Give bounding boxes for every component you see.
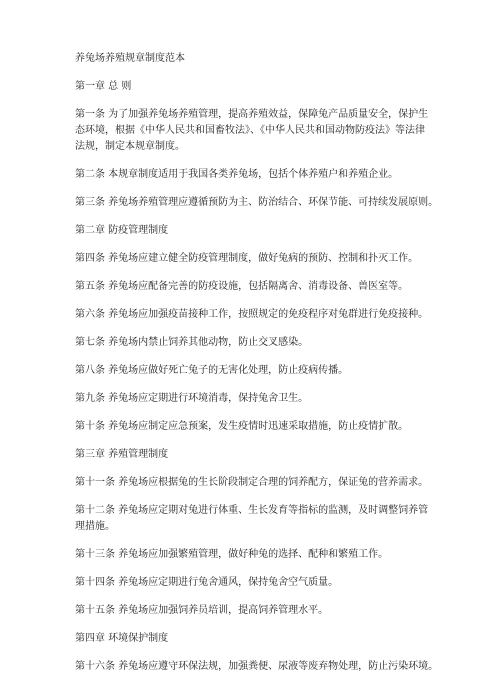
paragraph-line: 第十五条 养兔场应加强饲养员培训，提高饲养管理水平。 [75, 605, 329, 616]
paragraph-line: 第八条 养兔场应做好死亡兔子的无害化处理，防止疫病传播。 [75, 365, 349, 376]
article-paragraph [75, 475, 440, 491]
paragraph-line: 第四章 环境保护制度 [75, 633, 169, 644]
chapter-heading [75, 223, 440, 239]
paragraph-line: 第九条 养兔场应定期进行环境消毒，保持兔舍卫生。 [75, 393, 309, 404]
article-paragraph [75, 419, 440, 435]
article-paragraph [75, 335, 440, 351]
document-title: 养兔场养殖规章制度范本 [75, 53, 185, 64]
chapter-heading [75, 447, 440, 463]
paragraph-line: 第十条 养兔场应制定应急预案，发生疫情时迅速采取措施，防止疫情扩散。 [75, 421, 409, 432]
paragraph-line: 理措施。 [75, 521, 115, 532]
document-body [75, 51, 440, 675]
article-paragraph [75, 603, 440, 619]
article-paragraph [75, 251, 440, 267]
paragraph-line: 第五条 养兔场应配备完善的防疫设施，包括隔离舍、消毒设备、兽医室等。 [75, 281, 409, 292]
chapter-heading [75, 631, 440, 647]
article-paragraph [75, 307, 440, 323]
paragraph-line: 法规，制定本规章制度。 [75, 141, 185, 152]
article-paragraph [75, 659, 440, 675]
paragraph-line: 第十二条 养兔场应定期对兔进行体重、生长发育等指标的监测，及时调整饲养管 [75, 505, 429, 516]
paragraph-line: 第十三条 养兔场应加强繁殖管理，做好种兔的选择、配种和繁殖工作。 [75, 549, 389, 560]
article-paragraph [75, 167, 440, 183]
paragraph-line: 第三条 养兔场养殖管理应遵循预防为主、防治结合、环保节能、可持续发展原则。 [75, 197, 439, 208]
paragraph-line: 第十一条 养兔场应根据兔的生长阶段制定合理的饲养配方，保证兔的营养需求。 [75, 477, 429, 488]
article-paragraph [75, 503, 440, 535]
article-paragraph [75, 363, 440, 379]
paragraph-line: 第七条 养兔场内禁止饲养其他动物，防止交叉感染。 [75, 337, 309, 348]
article-paragraph [75, 547, 440, 563]
paragraph-line: 第三章 养殖管理制度 [75, 449, 169, 460]
article-paragraph [75, 279, 440, 295]
paragraph-line: 第二章 防疫管理制度 [75, 225, 169, 236]
article-paragraph [75, 195, 440, 211]
paragraph-line: 态环境，根据《中华人民共和国畜牧法》、《中华人民共和国动物防疫法》等法律 [75, 125, 425, 136]
paragraph-line: 第一章 总 则 [75, 81, 132, 92]
paragraph-line: 第二条 本规章制度适用于我国各类养兔场，包括个体养殖户和养殖企业。 [75, 169, 399, 180]
article-paragraph [75, 391, 440, 407]
article-paragraph [75, 575, 440, 591]
paragraph-line: 第十四条 养兔场应定期进行兔舍通风，保持兔舍空气质量。 [75, 577, 339, 588]
chapter-heading [75, 79, 440, 95]
article-paragraph [75, 107, 440, 155]
paragraph-line: 第十六条 养兔场应遵守环保法规，加强粪便、尿液等废弃物处理，防止污染环境。 [75, 661, 439, 672]
paragraph-line: 第六条 养兔场应加强疫苗接种工作，按照规定的免疫程序对兔群进行免疫接种。 [75, 309, 429, 320]
paragraph-line: 第四条 养兔场应建立健全防疫管理制度，做好兔病的预防、控制和扑灭工作。 [75, 253, 419, 264]
paragraph-line: 第一条 为了加强养兔场养殖管理，提高养殖效益，保障兔产品质量安全，保护生 [75, 109, 429, 120]
